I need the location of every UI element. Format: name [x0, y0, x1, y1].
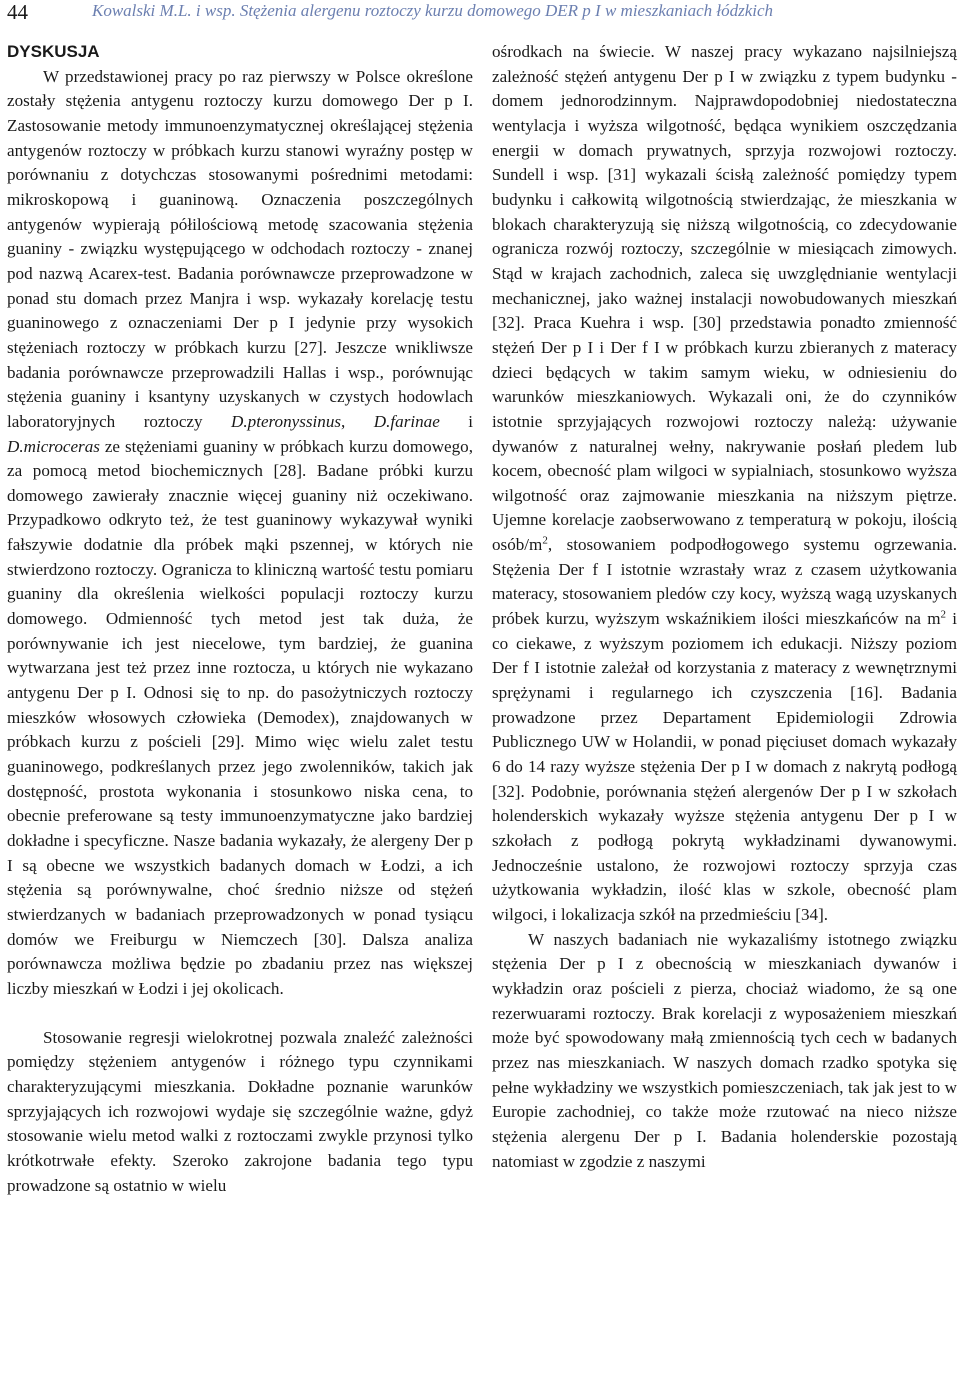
superscript: 2: [542, 534, 548, 547]
paragraph-text: W przedstawionej pracy po raz pierwszy w Polsce określone zostały stężenia antygenu roztoczy kurzu domowego Der p I. Zastosowanie metody immunoenzymatycznej określającej stężenia antygenów roztoczy w próbkach kurzu stanowi wyraźny postęp w porównaniu z dotychczas stosowanymi pośrednimi metodami: mikroskopową i guaninową. Oznaczenia poszczególnych antygenów wypierają półilościową metodę szacowania stężenia guaniny - związku występującego w odchodach roztoczy - znanej pod nazwą Acarex-test. Badania porównawcze przeprowadzone w ponad stu domach przez Manjra i wsp. wykazały korelację testu guaninowego z oznaczeniami Der p I jedynie przy wysokich stężeniach roztoczy w próbkach kurzu [27]. Jeszcze wnikliwsze badania porównawcze przeprowadzili Hallas i wsp., porównując stężenia guaniny i ksantyny uzyskanych w czystych hodowlach laboratoryjnych roztoczy: [7, 66, 473, 431]
separator-text: i: [439, 411, 474, 431]
paragraph-text: , stosowaniem podpodłogowego systemu ogrzewania. Stężenia Der f I istotnie wzrastały wraz z czasem użytkowania materacy, stosowaniem pledów czy kocy, wyższą wagą uzyskanych próbek kurzu, wyższym wskaźnikiem ilości mieszkańców na m: [492, 535, 957, 629]
superscript: 2: [940, 608, 947, 621]
paragraph-discussion-1: [7, 65, 473, 1002]
left-column: [7, 40, 473, 1198]
right-column: [492, 40, 957, 1174]
species-name: D.farinae: [373, 411, 440, 431]
section-heading: DYSKUSJA: [7, 42, 100, 61]
species-name: D.pteronyssinus: [231, 411, 342, 431]
page-header: [0, 0, 960, 34]
running-title: Kowalski M.L. i wsp. Stężenia alergenu roztoczy kurzu domowego DER p I w mieszkaniach łódzkich: [92, 1, 774, 20]
separator-text: ,: [341, 411, 374, 431]
paragraph-discussion-4: W naszych badaniach nie wykazaliśmy istotnego związku stężenia Der p I z obecnością w mieszkaniach dywanów i wykładzin oraz pościeli z pierza, chociaż wiadomo, że są one rezerwuarami roztoczy. Brak korelacji z wyposażeniem mieszkań może być spowodowany małą zmiennością tych cech w badanych przez nas mieszkaniach. W naszych domach rzadko spotyka się pełne wykładziny we wszystkich pomieszczeniach, tak jak jest to w Europie zachodniej, co także może rzutować na nieco niższe stężenia alergenu Der p I. Badania holenderskie pozostają natomiast w zgodzie z naszymi: [492, 929, 957, 1171]
paragraph-text: ze stężeniami guaniny w próbkach kurzu domowego, za pomocą metod biochemicznych [28]. Badane próbki kurzu domowego zawierały znacznie więcej guaniny niż oczekiwano. Przypadkowo odkryto też, że test guaninowy wykazywał wyniki fałszywie dodatnie dla próbek mąki pszennej, w których nie stwierdzono roztoczy. Ogranicza to kliniczną wartość testu pomiaru guaniny dla określenia wielkości populacji roztoczy kurzu domowego. Odmienność tych metod jest tak duża, że porównywanie ich jest niecelowe, tym bardziej, że guanina wytwarzana jest też przez inne roztocza, u których nie wykazano antygenu Der p I. Odnosi się to np. do pasożytniczych roztoczy mieszków włosowych człowieka (Demodex), znajdowanych w próbkach kurzu z pościeli [29]. Mimo więc wielu zalet testu guaninowego, podkreślanych przez jego zwolenników, takich jak dostępność, prostota wykonania i stosunkowo niska cena, to obecnie preferowane są testy immunoenzymatyczne jako bardziej dokładne i specyficzne. Nasze badania wykazały, że alergeny Der p I są obecne we wszystkich badanych domach w Łodzi, a ich stężenia są porównywalne, choć średnio niższe od stężeń stwierdzanych w badaniach przeprowadzonych w ponad tysiącu domów we Freiburgu w Niemczech [30]. Dalsza analiza porównawcza możliwa będzie po zbadaniu przez nas większej liczby mieszkań w Łodzi i jej okolicach.: [7, 436, 473, 998]
paragraph-text: ośrodkach na świecie. W naszej pracy wykazano najsilniejszą zależność stężeń antygenu Der p I w związku z typem budynku - domem jednorodzinnym. Najprawdopodobniej niedostateczna wentylacja i wyższa wilgotność, będąca wynikiem oszczędzania energii w domach prywatnych, sprzyja rozwojowi roztoczy. Sundell i wsp. [31] wykazali ścisłą zależność pomiędzy typem budynku i całkowitą wilgotnością stwierdzając, że mieszkania w blokach charakteryzują się niższą wilgotnością, co zdecydowanie ogranicza rozwój roztoczy, szczególnie w miesiącach zimowych. Stąd w krajach zachodnich, zaleca się uwzględnianie wentylacji mechanicznej, jako ważnej instalacji nowobudowanych mieszkań [32]. Praca Kuehra i wsp. [30] przedstawia ponadto zmienność stężeń Der p I i Der f I w próbkach kurzu zbieranych z materacy dzieci będących w takim samym wieku, w odniesieniu do warunków mieszkaniowych. Wykazali oni, że do czynników istotnie sprzyjających rozwojowi roztoczy należą: używanie dywanów z naturalnej wełny, nakrywanie posłań pledem lub kocem, obecność plam wilgoci w sypialniach, stosunkowo wyższa wilgotność oraz zajmowanie mieszkania na niższym piętrze. Ujemne korelacje zaobserwowano z temperaturą w pokoju, ilością osób/m: [492, 42, 957, 555]
paragraph-text: i co ciekawe, z wyższym poziomem ich edukacji. Niższy poziom Der f I istotnie zależał od korzystania z materacy z wewnętrznymi sprężynami i regularnego ich czyszczenia [16]. Badania prowadzone przez Departament Epidemiologii Zdrowia Publicznego UW w Holandii, w ponad pięciuset domach wykazały 6 do 14 razy wyższe stężenia Der p I w domach z nakrytą podłogą [32]. Podobnie, porównania stężeń alergenów Der p I w szkołach holenderskich wykazały wyższe stężenia antygenu Der p I w szkołach z podłogą pokrytą wykładzinami dywanowymi. Jednocześnie ustalono, że rozwojowi roztoczy sprzyja czas użytkowania wykładzin, ilość klas w szkole, obecność plam wilgoci, i lokalizacja szkół na przedmieściu [34].: [492, 609, 957, 924]
paragraph-discussion-2: Stosowanie regresji wielokrotnej pozwala znaleźć zależności pomiędzy stężeniem antygenów i różnego typu czynnikami charakteryzującymi mieszkania. Dokładne poznanie warunków sprzyjających ich rozwojowi wydaje się szczególnie ważne, gdyż stosowanie wielu metod walki z roztoczami zwykle przynosi tylko krótkotrwałe efekty. Szeroko zakrojone badania tego typu prowadzone są ostatnio w wielu: [7, 1027, 473, 1195]
paragraph-discussion-3: [492, 40, 957, 928]
species-name: D.microceras: [7, 436, 100, 456]
page-number: 44: [7, 0, 28, 24]
